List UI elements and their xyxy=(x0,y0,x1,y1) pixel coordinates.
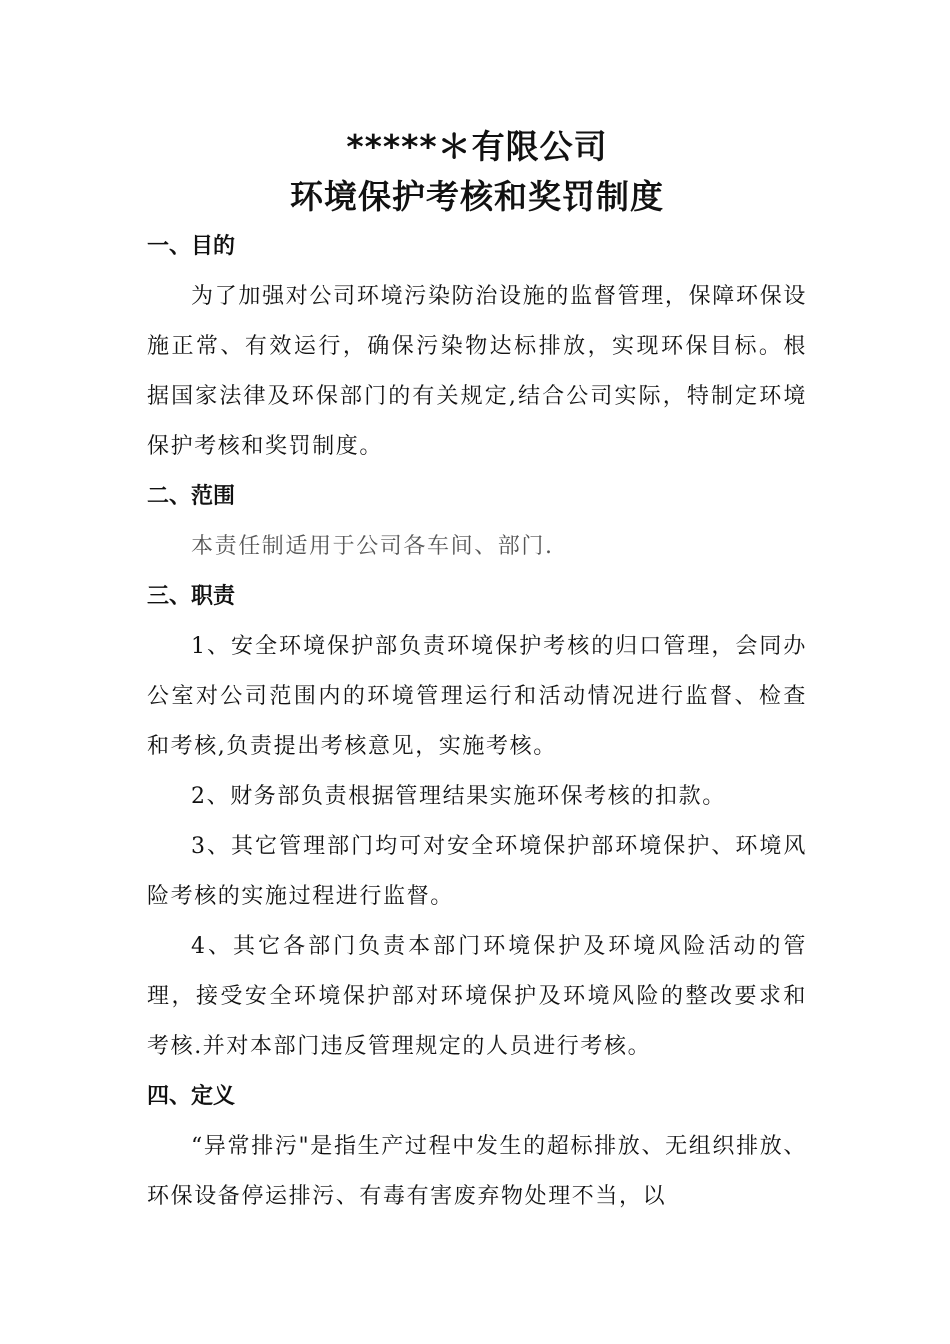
document-title-policy: 环境保护考核和奖罚制度 xyxy=(290,177,664,216)
paragraph: 本责任制适用于公司各车间、部门. xyxy=(191,534,554,559)
paragraph: 3、其它管理部门均可对安全环境保护部环境保护、环境风险考核的实施过程进行监督。 xyxy=(147,834,807,909)
section-heading: 四、定义 xyxy=(147,1084,236,1109)
section-heading: 二、范围 xyxy=(147,484,236,509)
section-scope xyxy=(147,472,807,572)
paragraph: 2、财务部负责根据管理结果实施环保考核的扣款。 xyxy=(191,784,726,809)
section-purpose xyxy=(147,222,807,472)
section-definitions xyxy=(147,1072,807,1222)
document-title-company: *****＊有限公司 xyxy=(346,127,608,166)
paragraph: “异常排污"是指生产过程中发生的超标排放、无组织排放、环保设备停运排污、有毒有害废弃物处理不当，以 xyxy=(147,1134,807,1209)
section-responsibilities xyxy=(147,572,807,1072)
paragraph: 1、安全环境保护部负责环境保护考核的归口管理，会同办公室对公司范围内的环境管理运行和活动情况进行监督、检查和考核,负责提出考核意见，实施考核。 xyxy=(147,634,807,759)
document-page xyxy=(147,122,807,1222)
paragraph: 4、其它各部门负责本部门环境保护及环境风险活动的管理，接受安全环境保护部对环境保护及环境风险的整改要求和考核.并对本部门违反管理规定的人员进行考核。 xyxy=(147,934,807,1059)
section-heading: 三、职责 xyxy=(147,584,236,609)
section-heading: 一、目的 xyxy=(147,234,236,259)
paragraph: 为了加强对公司环境污染防治设施的监督管理，保障环保设施正常、有效运行，确保污染物达标排放，实现环保目标。根据国家法律及环保部门的有关规定,结合公司实际，特制定环境保护考核和奖罚制度。 xyxy=(147,284,807,459)
